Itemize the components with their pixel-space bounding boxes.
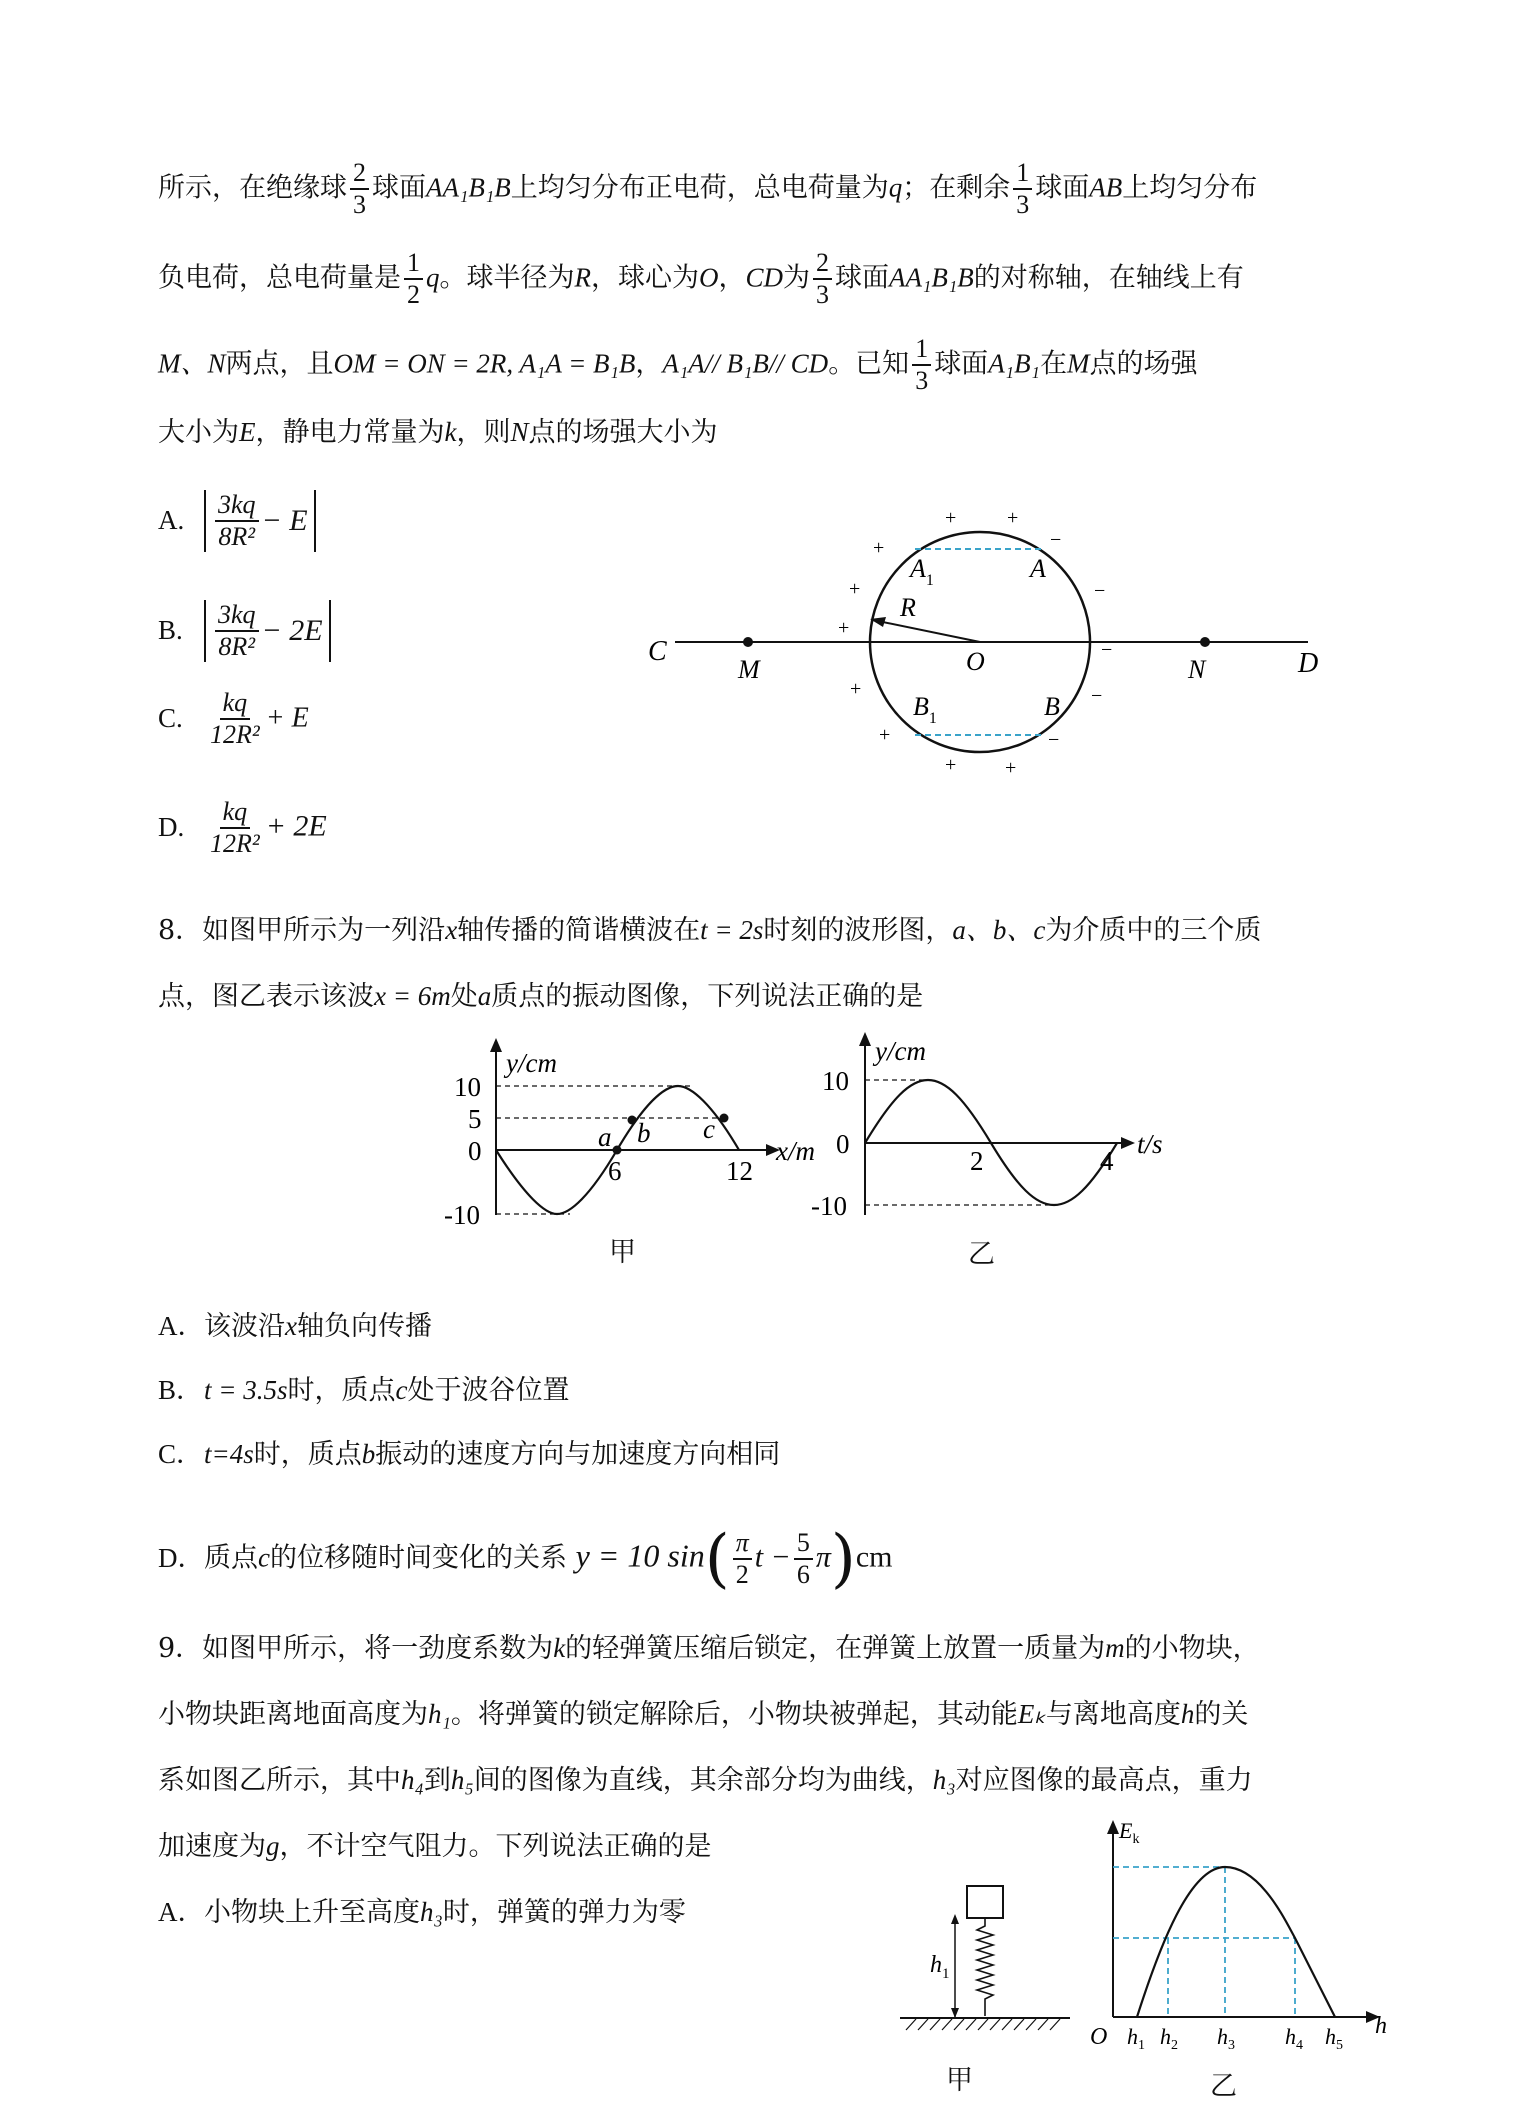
svg-text:a: a	[598, 1122, 612, 1152]
svg-text:-10: -10	[811, 1191, 847, 1221]
spring-figure-jia	[890, 1880, 1080, 2050]
svg-text:5: 5	[468, 1104, 482, 1134]
plus-sign: +	[1007, 507, 1019, 529]
label-r: R	[900, 593, 916, 622]
svg-text:h4: $h_4$	[1285, 2024, 1303, 2053]
svg-text:Ek: $E_k$	[1119, 1818, 1140, 1847]
minus-sign: −	[1050, 529, 1062, 551]
fraction-one-half: $\frac{1}{2}$	[404, 248, 423, 310]
q7-option-d[interactable]: D. $\frac{kq}{\text{12R²}}$ + 2E	[158, 797, 327, 858]
q8-line-2: 点，图乙表示该波x = 6m处a质点的振动图像，下列说法正确的是	[158, 981, 924, 1012]
svg-text:t/s: t/s	[1137, 1129, 1163, 1159]
sphere-diagram	[640, 500, 1320, 800]
q8-option-b[interactable]: B．t = 3.5s时，质点c处于波谷位置	[158, 1375, 570, 1406]
q7-line-4: 大小为E，静电力常量为k，则N点的场强大小为	[158, 417, 718, 448]
label-b1: $B_1$	[913, 692, 937, 727]
q7-line-2: 负电荷，总电荷量是 $\frac{1}{2}$ q。球半径为R，球心为O，CD为 $\frac{2}{3}$ 球面AA₁B₁B的对称轴，在轴线上有	[158, 248, 1244, 309]
svg-text:c: c	[703, 1114, 715, 1144]
svg-text:h2: $h_2$	[1160, 2024, 1178, 2053]
svg-text:0: 0	[836, 1129, 850, 1159]
svg-text:y/cm: y/cm	[506, 1048, 557, 1078]
point-b	[628, 1116, 637, 1125]
fraction-two-thirds: $\frac{2}{3}$	[350, 158, 369, 220]
svg-text:12: 12	[726, 1156, 753, 1186]
svg-text:10: 10	[822, 1066, 849, 1096]
q7-line-3: M、N两点，且OM = ON = 2R, A₁A = B₁B，A₁A// B₁B// CD。已知 $\frac{1}{3}$ 球面A₁B₁在M点的场强	[158, 334, 1198, 395]
svg-text:-10: -10	[444, 1200, 480, 1230]
q7-option-b[interactable]: B. $\frac{3kq}{\text{8R²}}$ − 2E	[158, 600, 331, 662]
point-n	[1200, 637, 1210, 647]
plus-sign: +	[1005, 757, 1017, 779]
minus-sign: −	[1091, 685, 1103, 707]
label-n: N	[1188, 655, 1206, 684]
caption-spring-jia: 甲	[946, 2065, 973, 2096]
plus-sign: +	[850, 678, 862, 700]
q9-line-4: 加速度为g，不计空气阻力。下列说法正确的是	[158, 1831, 712, 1862]
q7-option-c[interactable]: C. $\frac{kq}{\text{12R²}}$ + E	[158, 688, 309, 749]
vibration-graph-yi	[795, 1030, 1195, 1275]
q9-line-3: 系如图乙所示，其中h₄到h₅间的图像为直线，其余部分均为曲线，h₃对应图像的最高点，重力	[158, 1765, 1253, 1796]
label-a: A	[1030, 554, 1046, 583]
caption-jia: 甲	[609, 1237, 636, 1268]
q9-option-a[interactable]: A．小物块上升至高度h₃时，弹簧的弹力为零	[158, 1897, 686, 1928]
wave-graph-jia	[440, 1035, 840, 1275]
q8-line-1: 8．如图甲所示为一列沿x轴传播的简谐横波在t = 2s时刻的波形图，a、b、c为介质中的三个质	[158, 915, 1262, 946]
q8-option-c[interactable]: C．t=4s时，质点b振动的速度方向与加速度方向相同	[158, 1439, 781, 1470]
svg-text:h5: $h_5$	[1325, 2024, 1343, 2053]
minus-sign: −	[1048, 729, 1060, 751]
label-o: O	[966, 647, 985, 676]
q9-line-2: 小物块距离地面高度为h₁。将弹簧的锁定解除后，小物块被弹起，其动能Eₖ与离地高度h的关	[158, 1699, 1249, 1730]
q8-option-a[interactable]: A．该波沿x轴负向传播	[158, 1311, 432, 1342]
svg-text:h: h	[1375, 2013, 1387, 2039]
block	[967, 1886, 1003, 1918]
plus-sign: +	[945, 754, 957, 776]
minus-sign: −	[1094, 580, 1106, 602]
svg-text:O: O	[1090, 2024, 1108, 2050]
plus-sign: +	[945, 507, 957, 529]
label-m: M	[738, 655, 760, 684]
label-b: B	[1044, 692, 1060, 721]
point-m	[743, 637, 753, 647]
label-d: D	[1298, 648, 1319, 679]
svg-text:h3: $h_3$	[1217, 2024, 1235, 2053]
ek-curve	[1137, 1867, 1335, 2017]
fraction-one-third-2: $\frac{1}{3}$	[912, 334, 931, 396]
q9-line-1: 9．如图甲所示，将一劲度系数为k的轻弹簧压缩后锁定，在弹簧上放置一质量为m的小物块，	[158, 1633, 1260, 1664]
caption-ek-yi: 乙	[1210, 2071, 1237, 2102]
minus-sign: −	[1101, 639, 1113, 661]
caption-yi: 乙	[968, 1239, 995, 1270]
svg-text:2: 2	[970, 1146, 984, 1176]
svg-text:10: 10	[454, 1072, 481, 1102]
label-a1: $A_1$	[910, 554, 934, 589]
label-c: C	[648, 636, 667, 667]
q8-option-d[interactable]: D．质点c的位移随时间变化的关系 y = 10 sin( $\frac{\pi}{2}$ t − $\frac{5}{6}$ π)cm	[158, 1522, 893, 1596]
fraction-one-third: $\frac{1}{3}$	[1013, 158, 1032, 220]
svg-text:0: 0	[468, 1136, 482, 1166]
svg-text:6: 6	[608, 1156, 622, 1186]
plus-sign: +	[873, 537, 885, 559]
point-c	[720, 1114, 729, 1123]
spring	[977, 1918, 993, 2016]
plus-sign: +	[849, 578, 861, 600]
svg-text:4: 4	[1100, 1146, 1114, 1176]
svg-text:x/m: x/m	[776, 1136, 815, 1166]
svg-text:h1: $h_1$	[930, 1952, 950, 1982]
svg-text:b: b	[637, 1118, 651, 1148]
fraction-two-thirds-2: $\frac{2}{3}$	[813, 248, 832, 310]
q7-line-1: 所示，在绝缘球 $\frac{2}{3}$ 球面AA₁B₁B上均匀分布正电荷，总电荷量为q；在剩余 $\frac{1}{3}$ 球面AB上均匀分布	[158, 158, 1258, 219]
plus-sign: +	[838, 617, 850, 639]
plus-sign: +	[879, 724, 891, 746]
q7-option-a[interactable]: A. $\frac{3kq}{\text{8R²}}$ − E	[158, 490, 316, 552]
svg-text:h1: $h_1$	[1127, 2024, 1145, 2053]
point-a	[613, 1146, 622, 1155]
ek-h-graph-yi	[1080, 1812, 1400, 2062]
radius-r	[873, 620, 980, 642]
svg-text:y/cm: y/cm	[875, 1036, 926, 1066]
